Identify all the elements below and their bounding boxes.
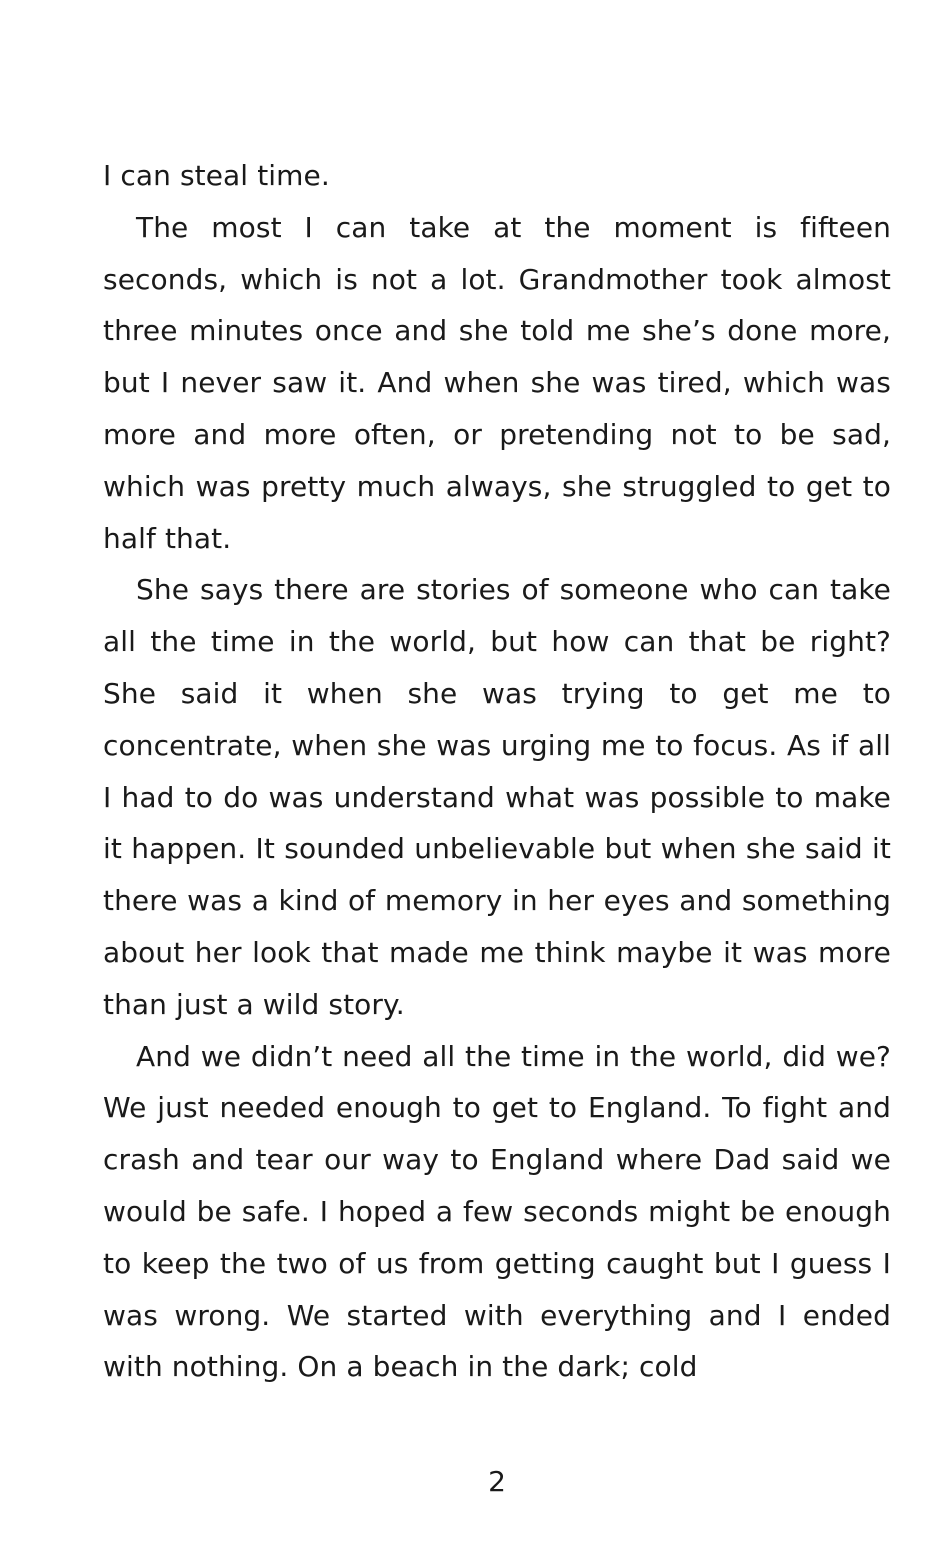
paragraph-4: And we didn’t need all the time in the world, did we? We just needed enough to get to England. To fight and crash and tear our way to England where Dad said we would be safe. I hoped a few seconds might be enough to keep the two of us from getting caught but I guess I was wrong. We started with everything and I ended with nothing. On a beach in the dark; cold xyxy=(103,1039,891,1384)
paragraph-1: I can steal time. xyxy=(103,159,330,192)
page-number: 2 xyxy=(488,1465,506,1498)
paragraph-2: The most I can take at the moment is fifteen seconds, which is not a lot. Grandmother took almost three minutes once and she told me she’s done more, but I never saw it. And when she was tired, which was more and more often, or pretending not to be sad, which was pretty much always, she struggled to get to half that. xyxy=(103,210,891,555)
page-body xyxy=(103,150,891,1393)
paragraph-3: She says there are stories of someone who can take all the time in the world, but how can that be right? She said it when she was trying to get me to concentrate, when she was urging me to focus. As if all I had to do was understand what was possible to make it happen. It sounded unbelievable but when she said it there was a kind of memory in her eyes and something about her look that made me think maybe it was more than just a wild story. xyxy=(103,573,891,1021)
